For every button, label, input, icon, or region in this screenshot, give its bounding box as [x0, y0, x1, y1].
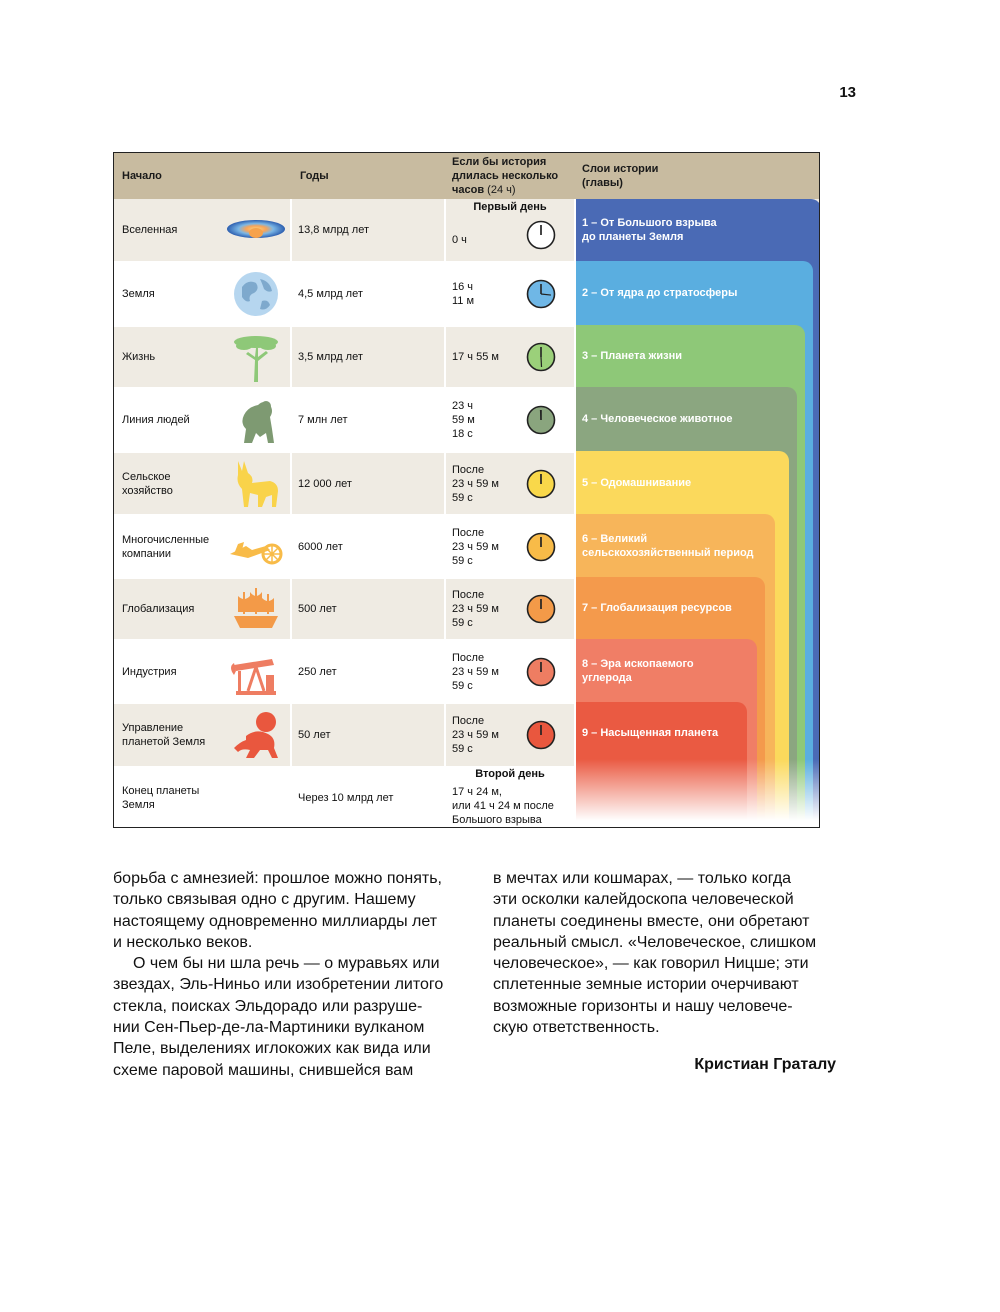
row-name: Линия людей: [122, 414, 190, 426]
row-equivalent-time: 16 ч 11 м: [452, 281, 475, 307]
row-years: Через 10 млрд лет: [298, 791, 394, 804]
row-equivalent-time: После 23 ч 59 м 59 с: [452, 526, 499, 567]
earth-icon: [226, 267, 286, 321]
row-years: 12 000 лет: [298, 477, 352, 490]
layer-label: 3 – Планета жизни: [582, 350, 682, 362]
layer-label: 1 – От Большого взрыва до планеты Земля: [582, 217, 717, 243]
paragraph-1: борьба с амнезией: прошлое можно понять, только связывая одно с другим. Нашему настоящему одновременно миллиарды лет и несколько веков.: [113, 870, 442, 951]
table-header: [114, 153, 819, 199]
layer-label: 8 – Эра ископаемого углерода: [582, 658, 694, 684]
layers-fade: [576, 759, 820, 828]
row-name: Индустрия: [122, 665, 177, 678]
row-name: Жизнь: [122, 351, 156, 363]
clock-icon: [526, 657, 556, 687]
oil-pump-icon: [226, 645, 286, 699]
layer-label: 4 – Человеческое животное: [582, 413, 733, 425]
clock-icon: [526, 405, 556, 435]
layer-label: 9 – Насыщенная планета: [582, 727, 719, 739]
layer-label: 5 – Одомашнивание: [582, 477, 692, 489]
row-equivalent-time: 23 ч 59 м 18 с: [452, 400, 475, 440]
layer-label: 7 – Глобализация ресурсов: [582, 602, 732, 614]
day-label: Второй день: [475, 768, 545, 780]
row-years: 250 лет: [298, 665, 337, 678]
row-name: Многочисленные компании: [122, 533, 210, 560]
layer-label: 6 – Великий сельскохозяйственный период: [582, 533, 754, 559]
clock-icon: [526, 220, 556, 250]
row-name: Управление планетой Земля: [122, 722, 206, 748]
galaxy-icon: [226, 203, 286, 257]
paragraph-3: в мечтах или кошмарах, — только когда эти осколки калейдоскопа человеческой планеты соединены вместе, они обретают реальный смысл. «Человеческое, слишком человеческое», — как говорил Ницше; эти сплетенные земные истории очерчивают возможные горизонты и нашу человече- скую ответственность.: [493, 870, 817, 1037]
clock-icon: [526, 594, 556, 624]
history-layers: [576, 199, 820, 828]
row-years: 50 лет: [298, 729, 331, 741]
row-years: 4,5 млрд лет: [298, 288, 363, 300]
author: Кристиан Граталу: [694, 1056, 836, 1073]
gorilla-icon: [226, 393, 286, 447]
text-column-right: [493, 868, 843, 1038]
row-name: Сельское хозяйство: [122, 470, 173, 497]
header-layers: Слои истории (главы): [582, 163, 659, 189]
page-number: 13: [839, 84, 856, 101]
text-column-left: [113, 868, 463, 1081]
row-years: 3,5 млрд лет: [298, 351, 363, 363]
row-name: Конец планеты Земля: [122, 784, 200, 811]
row-name: Глобализация: [122, 603, 195, 615]
row-equivalent-time: После 23 ч 59 м 59 с: [452, 651, 499, 692]
row-years: 13,8 млрд лет: [298, 224, 369, 236]
clock-icon: [526, 279, 556, 309]
row-equivalent-time: 0 ч: [452, 234, 467, 246]
row-name: Вселенная: [122, 224, 178, 236]
row-years: 6000 лет: [298, 540, 343, 553]
header-years: Годы: [300, 170, 329, 182]
row-equivalent-time: После 23 ч 59 м 59 с: [452, 463, 499, 504]
row-name: Земля: [122, 288, 155, 300]
clock-icon: [526, 720, 556, 750]
clock-icon: [526, 469, 556, 499]
row-equivalent-time: После 23 ч 59 м 59 с: [452, 589, 499, 629]
clock-icon: [526, 342, 556, 372]
day-label: Первый день: [473, 201, 547, 213]
tree-icon: [226, 330, 286, 384]
history-table: [113, 152, 820, 828]
cart-icon: [226, 520, 286, 574]
clock-icon: [526, 532, 556, 562]
row-equivalent-time: 17 ч 55 м: [452, 351, 499, 363]
paragraph-2: О чем бы ни шла речь — о муравьях или звездах, Эль-Ниньо или изобретении литого стекла, поисках Эльдорадо или разруше- нии Сен-Пьер-де-ла-Мартиники вулканом Пеле, выделениях иглокожих как вида или схеме паровой машины, снившейся вам: [113, 955, 444, 1079]
header-if-day: Если бы история длилась несколько часов (24 ч): [452, 156, 559, 196]
ship-icon: [226, 582, 286, 636]
header-beginning: Начало: [122, 170, 162, 182]
donkey-icon: [226, 457, 286, 511]
layer-label: 2 – От ядра до стратосферы: [582, 287, 738, 299]
row-equivalent-time: 17 ч 24 м, или 41 ч 24 м после Большого взрыва: [452, 786, 554, 826]
baby-icon: [226, 708, 286, 762]
row-years: 7 млн лет: [298, 414, 348, 426]
row-equivalent-time: После 23 ч 59 м 59 с: [452, 715, 499, 755]
row-years: 500 лет: [298, 603, 337, 615]
